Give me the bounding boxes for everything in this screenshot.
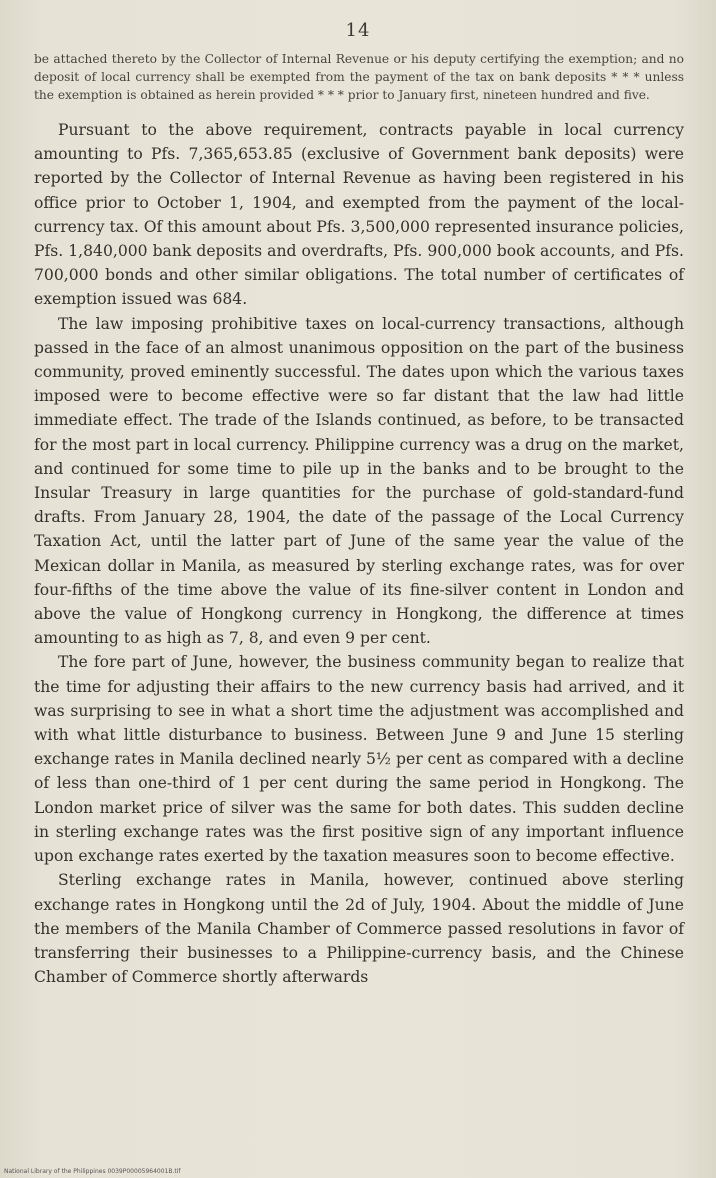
page-number: 14 <box>345 20 371 41</box>
page-content <box>34 50 684 989</box>
scan-footer-caption: National Library of the Philippines 0039P00005964001B.tif <box>4 1168 181 1175</box>
quoted-law-excerpt: be attached thereto by the Collector of Internal Revenue or his deputy certifying the exemption; and no deposit of local currency shall be exempted from the payment of the tax on bank deposits * * * unless the exemption is obtained as herein provided * * * prior to January first, nineteen hundred and five. <box>34 52 684 102</box>
paragraph-exemption-contracts: Pursuant to the above requirement, contracts payable in local currency amounting to Pfs. 7,365,653.85 (exclusive of Government bank deposits) were reported by the Collector of Internal Revenue as having been registered in his office prior to October 1, 1904, and exempted from the payment of the local-currency tax. Of this amount about Pfs. 3,500,000 represented insurance policies, Pfs. 1,840,000 bank deposits and overdrafts, Pfs. 900,000 book accounts, and Pfs. 700,000 bonds and other similar obligations. The total number of certificates of exemption issued was 684. <box>34 121 684 309</box>
paragraph-sterling-exchange: Sterling exchange rates in Manila, however, continued above sterling exchange rates in Hongkong until the 2d of July, 1904. About the middle of June the members of the Manila Chamber of Commerce passed resolutions in favor of transferring their businesses to a Philippine-currency basis, and the Chinese Chamber of Commerce shortly afterwards <box>34 871 684 987</box>
paragraph-june-adjustment: The fore part of June, however, the business community began to realize that the time for adjusting their affairs to the new currency basis had arrived, and it was surprising to see in what a short time the adjustment was accomplished and with what little disturbance to business. Between June 9 and June 15 sterling exchange rates in Manila declined nearly 5½ per cent as compared with a decline of less than one-third of 1 per cent during the same period in Hongkong. The London market price of silver was the same for both dates. This sudden decline in sterling exchange rates was the first positive sign of any important influence upon exchange rates exerted by the taxation measures soon to become effective. <box>34 653 684 866</box>
paragraph-prohibitive-taxes: The law imposing prohibitive taxes on local-currency transactions, although passed in the face of an almost unanimous opposition on the part of the business community, proved eminently successful. The dates upon which the various taxes imposed were to become effective were so far distant that the law had little immediate effect. The trade of the Islands continued, as before, to be transacted for the most part in local currency. Philippine currency was a drug on the market, and continued for some time to pile up in the banks and to be brought to the Insular Treasury in large quantities for the purchase of gold-standard-fund drafts. From January 28, 1904, the date of the passage of the Local Currency Taxation Act, until the latter part of June of the same year the value of the Mexican dollar in Manila, as measured by sterling exchange rates, was for over four-fifths of the time above the value of its fine-silver content in London and above the value of Hongkong currency in Hongkong, the difference at times amounting to as high as 7, 8, and even 9 per cent. <box>34 314 684 648</box>
